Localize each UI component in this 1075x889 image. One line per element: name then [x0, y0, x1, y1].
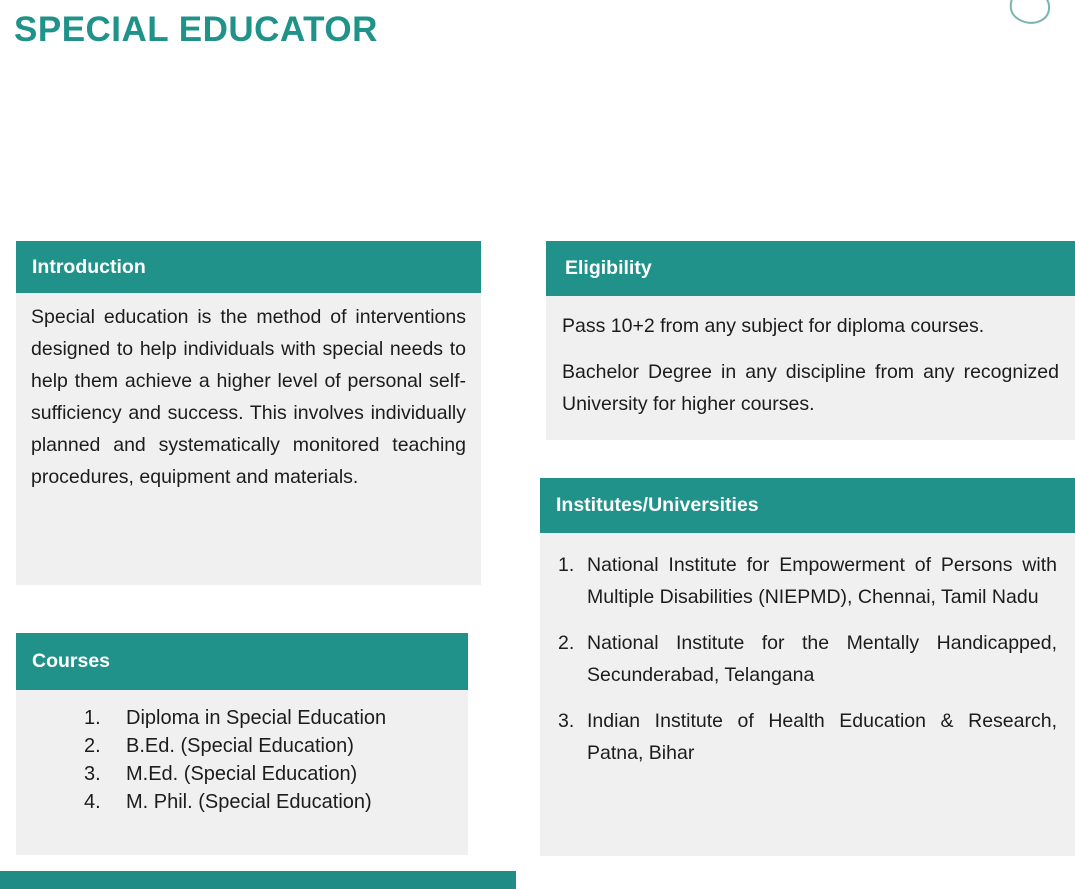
- panel-eligibility-body: [546, 296, 1075, 440]
- footer-bar: [0, 871, 516, 889]
- eligibility-paragraph: Bachelor Degree in any discipline from any recognized University for higher courses.: [562, 361, 1059, 415]
- eligibility-paragraph: Pass 10+2 from any subject for diploma courses.: [562, 315, 985, 337]
- panel-eligibility-header: [546, 241, 1075, 296]
- course-item: B.Ed. (Special Education): [126, 735, 354, 757]
- institute-item: National Institute for the Mentally Handicapped, Secunderabad, Telangana: [587, 632, 1057, 686]
- swirl-doodle-icon: [980, 0, 1075, 62]
- panel-eligibility: [546, 241, 1075, 420]
- course-item: M.Ed. (Special Education): [126, 763, 358, 785]
- panel-institutes-header: [540, 478, 1075, 533]
- institute-item: Indian Institute of Health Education & Research, Patna, Bihar: [587, 710, 1057, 764]
- institutes-list: [540, 549, 1057, 769]
- panel-introduction-heading: Introduction: [32, 255, 146, 278]
- panel-eligibility-heading: Eligibility: [565, 257, 652, 279]
- panel-introduction: [16, 241, 481, 585]
- panel-institutes: [540, 478, 1075, 856]
- page-title: SPECIAL EDUCATOR: [14, 10, 378, 49]
- courses-list: [16, 704, 458, 816]
- panel-courses: [16, 633, 468, 855]
- introduction-text: Special education is the method of interventions designed to help individuals with special needs to help them achieve a higher level of personal self-sufficiency and success. This involves individually planned and systematically monitored teaching procedures, equipment and materials.: [31, 306, 466, 488]
- panel-courses-heading: Courses: [32, 650, 111, 672]
- course-item: Diploma in Special Education: [126, 707, 387, 729]
- course-item: M. Phil. (Special Education): [126, 791, 372, 813]
- panel-institutes-heading: Institutes/Universities: [556, 494, 759, 516]
- panel-institutes-body: [540, 533, 1075, 856]
- institute-item: National Institute for Empowerment of Persons with Multiple Disabilities (NIEPMD), Chennai, Tamil Nadu: [587, 554, 1057, 608]
- panel-introduction-body: [16, 293, 481, 585]
- panel-courses-body: [16, 690, 468, 855]
- panel-introduction-header: [16, 241, 481, 293]
- panel-courses-header: [16, 633, 468, 690]
